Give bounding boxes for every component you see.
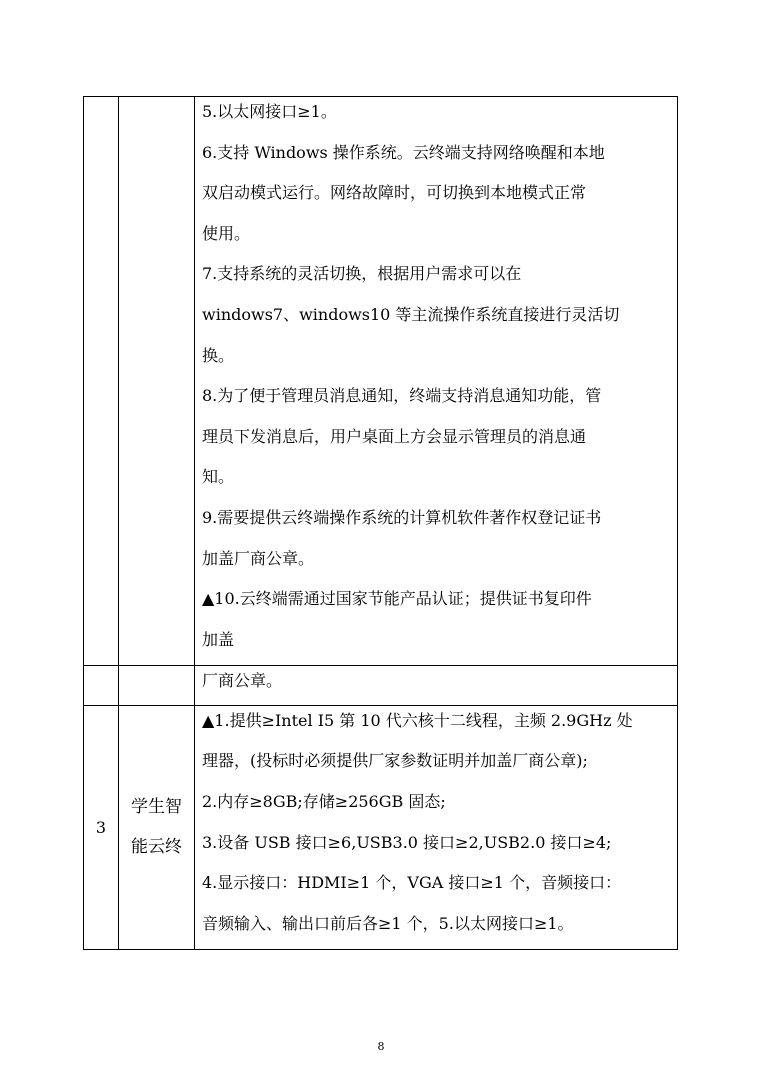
spec-line: 4.显示接口：HDMI≥1 个，VGA 接口≥1 个，音频接口：	[202, 873, 622, 893]
spec-line: 5.以太网接口≥1。	[202, 102, 337, 121]
spec-line: 知。	[202, 467, 235, 487]
item-name-cell	[119, 665, 195, 705]
item-name-cell	[119, 97, 195, 666]
spec-table	[83, 96, 678, 950]
row-number-cell	[84, 97, 119, 666]
spec-line: ▲10.云终端需通过国家节能产品认证；提供证书复印件	[202, 589, 592, 609]
spec-line: 理员下发消息后，用户桌面上方会显示管理员的消息通	[202, 426, 587, 446]
spec-cell	[195, 705, 678, 949]
item-name-cell	[119, 705, 195, 949]
spec-line: 理器，(投标时必须提供厂家参数证明并加盖厂商公章);	[202, 751, 588, 771]
spec-line: ▲1.提供≥Intel I5 第 10 代六核十二线程，主频 2.9GHz 处	[202, 710, 633, 730]
spec-line: 使用。	[202, 223, 251, 243]
table-row-tail	[84, 665, 678, 705]
spec-cell	[195, 665, 678, 705]
spec-line: 2.内存≥8GB;存储≥256GB 固态;	[202, 791, 446, 811]
page-number: 8	[377, 1040, 385, 1053]
spec-line: 换。	[202, 345, 235, 365]
spec-line: windows7、windows10 等主流操作系统直接进行灵活切	[202, 304, 620, 324]
spec-line: 6.支持 Windows 操作系统。云终端支持网络唤醒和本地	[202, 142, 605, 162]
spec-line: 厂商公章。	[202, 670, 283, 690]
item-name-line: 学生智	[131, 797, 182, 818]
spec-line: 3.设备 USB 接口≥6,USB3.0 接口≥2,USB2.0 接口≥4;	[202, 832, 612, 852]
item-name-line: 能云终	[131, 837, 182, 858]
row-number-cell: 3	[84, 705, 119, 949]
spec-line: 音频输入、输出口前后各≥1 个，5.以太网接口≥1。	[202, 913, 574, 933]
spec-cell	[195, 97, 678, 666]
spec-line: 9.需要提供云终端操作系统的计算机软件著作权登记证书	[202, 507, 602, 527]
table-row-3	[84, 705, 678, 949]
spec-line: 7.支持系统的灵活切换，根据用户需求可以在	[202, 264, 522, 284]
spec-line: 8.为了便于管理员消息通知，终端支持消息通知功能，管	[202, 386, 602, 406]
spec-line: 加盖厂商公章。	[202, 548, 315, 568]
spec-line: 双启动模式运行。网络故障时，可切换到本地模式正常	[202, 183, 587, 203]
spec-line: 加盖	[202, 629, 235, 649]
row-number-cell	[84, 665, 119, 705]
table-row-continued	[84, 97, 678, 666]
